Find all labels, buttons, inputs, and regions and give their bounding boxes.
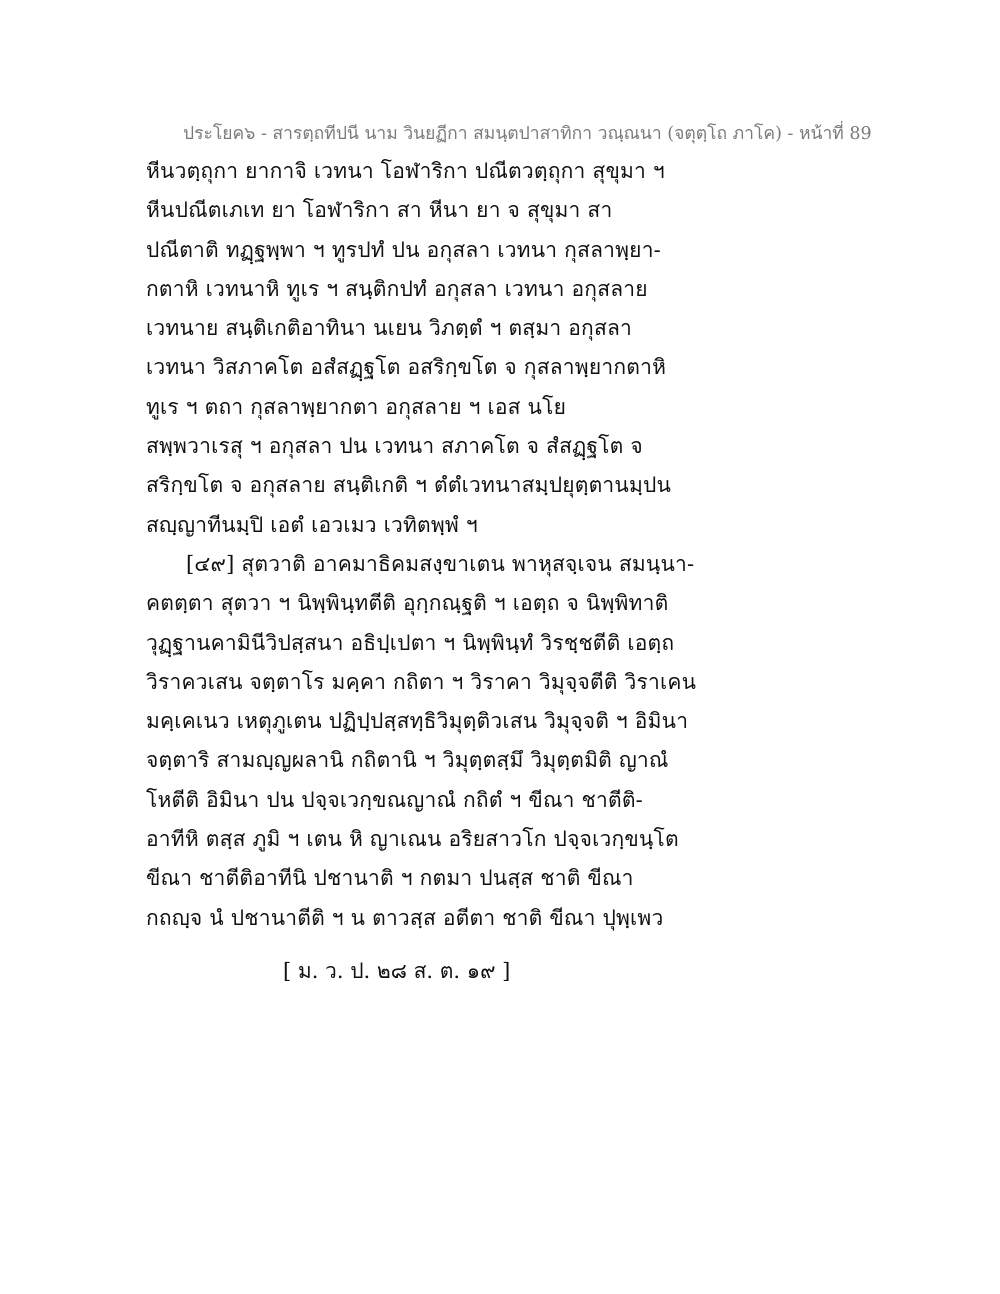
text-line: สญฺญาทีนมฺปิ เอตํ เอวเมว เวทิตพฺพํ ฯ: [146, 512, 478, 537]
text-line: ปณีตาติ ทฏฺฐพฺพา ฯ ทูรปทํ ปน อกุสลา เวทนา กุสลาพฺยา-: [146, 237, 661, 262]
text-line: วิราควเสน จตฺตาโร มคฺคา กถิตา ฯ วิราคา วิมุจฺจตีติ วิราเคน: [146, 669, 697, 694]
text-line: หีนวตฺถุกา ยากาจิ เวทนา โอฬาริกา ปณีตวตฺถุกา สุขุมา ฯ: [146, 159, 665, 183]
text-line: กตาหิ เวทนาหิ ทูเร ฯ สนฺติกปทํ อกุสลา เวทนา อกุสลาย: [146, 276, 648, 301]
running-header: ประโยค๖ - สารตฺถทีปนี นาม วินยฏีกา สมนฺตปาสาทิกา วณฺณนา (จตุตฺโถ ภาโค) - หน้าที่ 89: [183, 124, 872, 144]
text-line: เวทนา วิสภาคโต อสํสฏฺฐโต อสริกฺขโต จ กุสลาพฺยากตาหิ: [146, 355, 667, 380]
body-text: [146, 152, 697, 938]
paragraph-start-line: [๔๙] สุตวาติ อาคมาธิคมสงฺขาเตน พาหุสจฺเจน สมนฺนา-: [186, 551, 695, 576]
text-line: วุฏฺฐานคามินีวิปสฺสนา อธิปฺเปตา ฯ นิพฺพินฺทํ วิรชฺชตีติ เอตฺถ: [146, 630, 675, 655]
text-line: มคฺเคเนว เหตุภูเตน ปฏิปฺปสฺสทฺธิวิมุตฺติวเสน วิมุจฺจติ ฯ อิมินา: [146, 709, 689, 734]
text-line: โหตีติ อิมินา ปน ปจฺจเวกฺขณญาณํ กถิตํ ฯ ขีณา ชาตีติ-: [146, 787, 643, 812]
text-line: คตตฺตา สุตวา ฯ นิพฺพินฺทตีติ อุกฺกณฺฐติ ฯ เอตฺถ จ นิพฺพิทาติ: [146, 591, 669, 616]
text-line: จตฺตาริ สามญฺญผลานิ กถิตานิ ฯ วิมุตฺตสฺมึ วิมุตฺตมิติ ญาณํ: [146, 748, 669, 773]
text-line: สริกฺขโต จ อกุสลาย สนฺติเกติ ฯ ตํตํเวทนาสมฺปยุตฺตานมฺปน: [146, 473, 672, 498]
text-line: กถญฺจ นํ ปชานาตีติ ฯ น ตาวสฺส อตีตา ชาติ ขีณา ปุพฺเพว: [146, 905, 664, 930]
text-line: อาทีหิ ตสฺส ภูมิ ฯ เตน หิ ญาเณน อริยสาวโก ปจฺจเวกฺขนฺโต: [146, 827, 679, 852]
text-line: ทูเร ฯ ตถา กุสลาพฺยากตา อกุสลาย ฯ เอส นโย: [146, 394, 567, 419]
text-line: สพฺพวาเรสุ ฯ อกุสลา ปน เวทนา สภาคโต จ สํสฏฺฐโต จ: [146, 434, 643, 459]
text-line: เวทนาย สนฺติเกติอาทินา นเยน วิภตฺตํ ฯ ตสฺมา อกุสลา: [146, 316, 633, 341]
text-line: หีนปณีตเภเท ยา โอฬาริกา สา หีนา ยา จ สุขุมา สา: [146, 198, 613, 223]
page-reference: [ ม. ว. ป. ๒๘ ส. ต. ๑๙ ]: [283, 959, 511, 983]
text-line: ขีณา ชาตีติอาทีนิ ปชานาติ ฯ กตมา ปนสฺส ชาติ ขีณา: [146, 866, 634, 891]
